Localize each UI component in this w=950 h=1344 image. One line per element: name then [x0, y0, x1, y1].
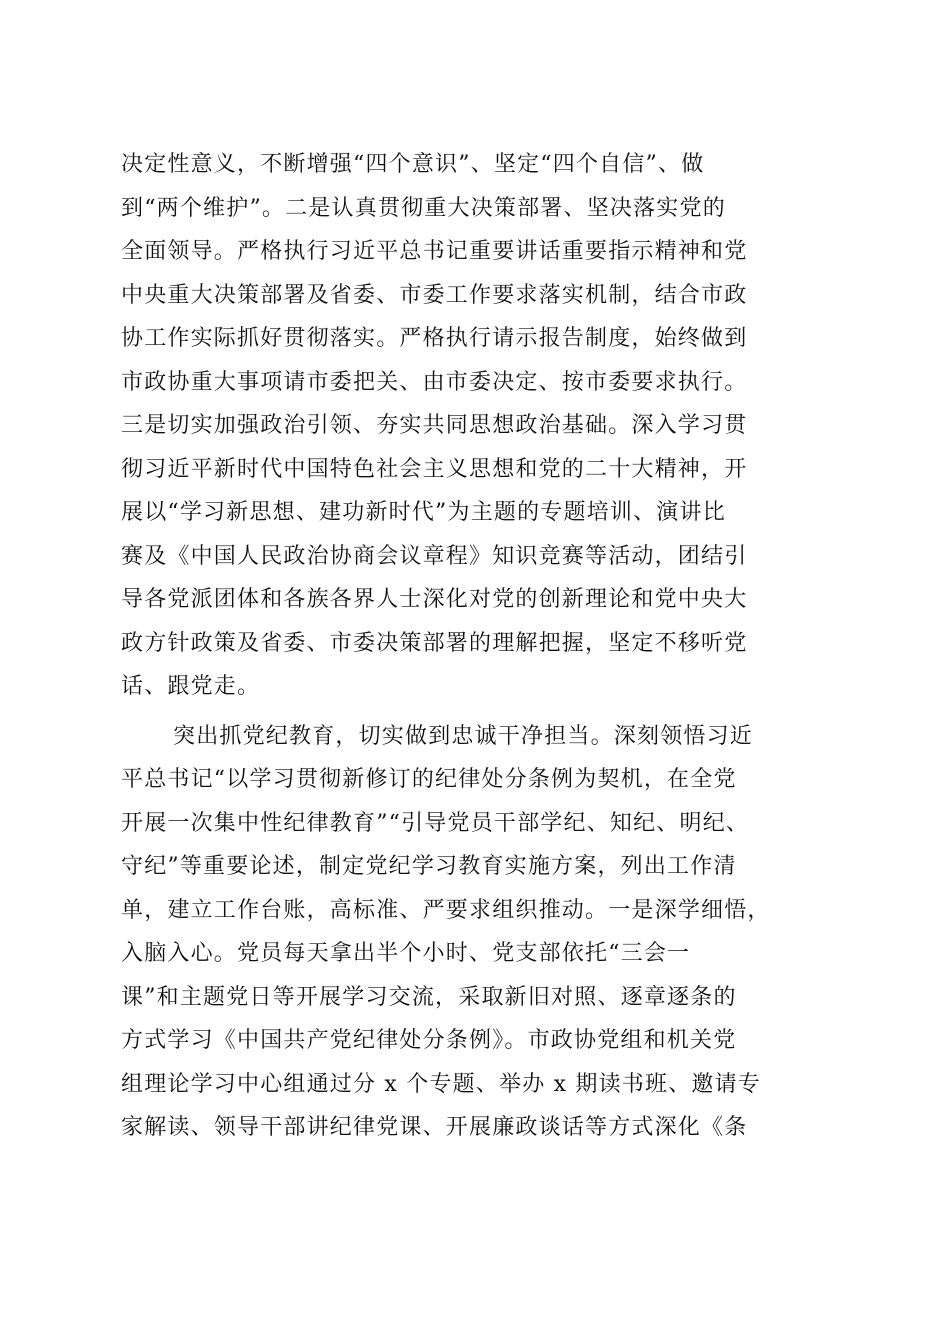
text-line: 中央重大决策部署及省委、市委工作要求落实机制，结合市政 — [121, 282, 748, 308]
text-line: 话、跟党走。 — [121, 674, 261, 699]
paragraph-1 — [121, 143, 826, 709]
text-line: 组理论学习中心组通过分 x 个专题、举办 x 期读书班、邀请专 — [121, 1071, 761, 1097]
text-line: 展以“学习新思想、建功新时代”为主题的专题培训、演讲比 — [121, 500, 726, 525]
text-line: 决定性意义，不断增强“四个意识”、坚定“四个自信”、做 — [121, 152, 705, 177]
document-body — [121, 143, 826, 1150]
text-line: 政方针政策及省委、市委决策部署的理解把握，坚定不移听党 — [121, 630, 748, 656]
text-line: 全面领导。严格执行习近平总书记重要讲话重要指示精神和党 — [121, 239, 748, 264]
text-line: 守纪”等重要论述，制定党纪学习教育实施方案，列出工作清 — [121, 854, 737, 879]
text-line: 突出抓党纪教育，切实做到忠诚干净担当。深刻领悟习近 — [173, 723, 754, 749]
text-line: 彻习近平新时代中国特色社会主义思想和党的二十大精神，开 — [121, 456, 748, 482]
text-line: 入脑入心。党员每天拿出半个小时、党支部依托“三会一 — [121, 941, 691, 966]
paragraph-2 — [121, 715, 826, 1150]
text-line: 导各党派团体和各族各界人士深化对党的创新理论和党中央大 — [121, 587, 748, 612]
text-line: 开展一次集中性纪律教育”“引导党员干部学纪、知纪、明纪、 — [121, 810, 750, 836]
text-line: 家解读、领导干部讲纪律党课、开展廉政谈话等方式深化《条 — [121, 1115, 748, 1140]
text-line: 协工作实际抓好贯彻落实。严格执行请示报告制度，始终做到 — [121, 326, 748, 351]
text-line: 单，建立工作台账，高标准、严要求组织推动。一是深学细悟， — [121, 897, 771, 923]
text-line: 课”和主题党日等开展学习交流，采取新旧对照、逐章逐条的 — [121, 984, 737, 1010]
text-line: 平总书记“以学习贯彻新修订的纪律处分条例为契机，在全党 — [121, 767, 737, 792]
text-line: 到“两个维护”。二是认真贯彻重大决策部署、坚决落实党的 — [121, 195, 726, 221]
text-line: 赛及《中国人民政治协商会议章程》知识竞赛等活动，团结引 — [121, 543, 748, 569]
text-line: 方式学习《中国共产党纪律处分条例》。市政协党组和机关党 — [121, 1028, 737, 1053]
text-line: 市政协重大事项请市委把关、由市委决定、按市委要求执行。 — [121, 369, 748, 395]
text-line: 三是切实加强政治引领、夯实共同思想政治基础。深入学习贯 — [121, 413, 748, 438]
